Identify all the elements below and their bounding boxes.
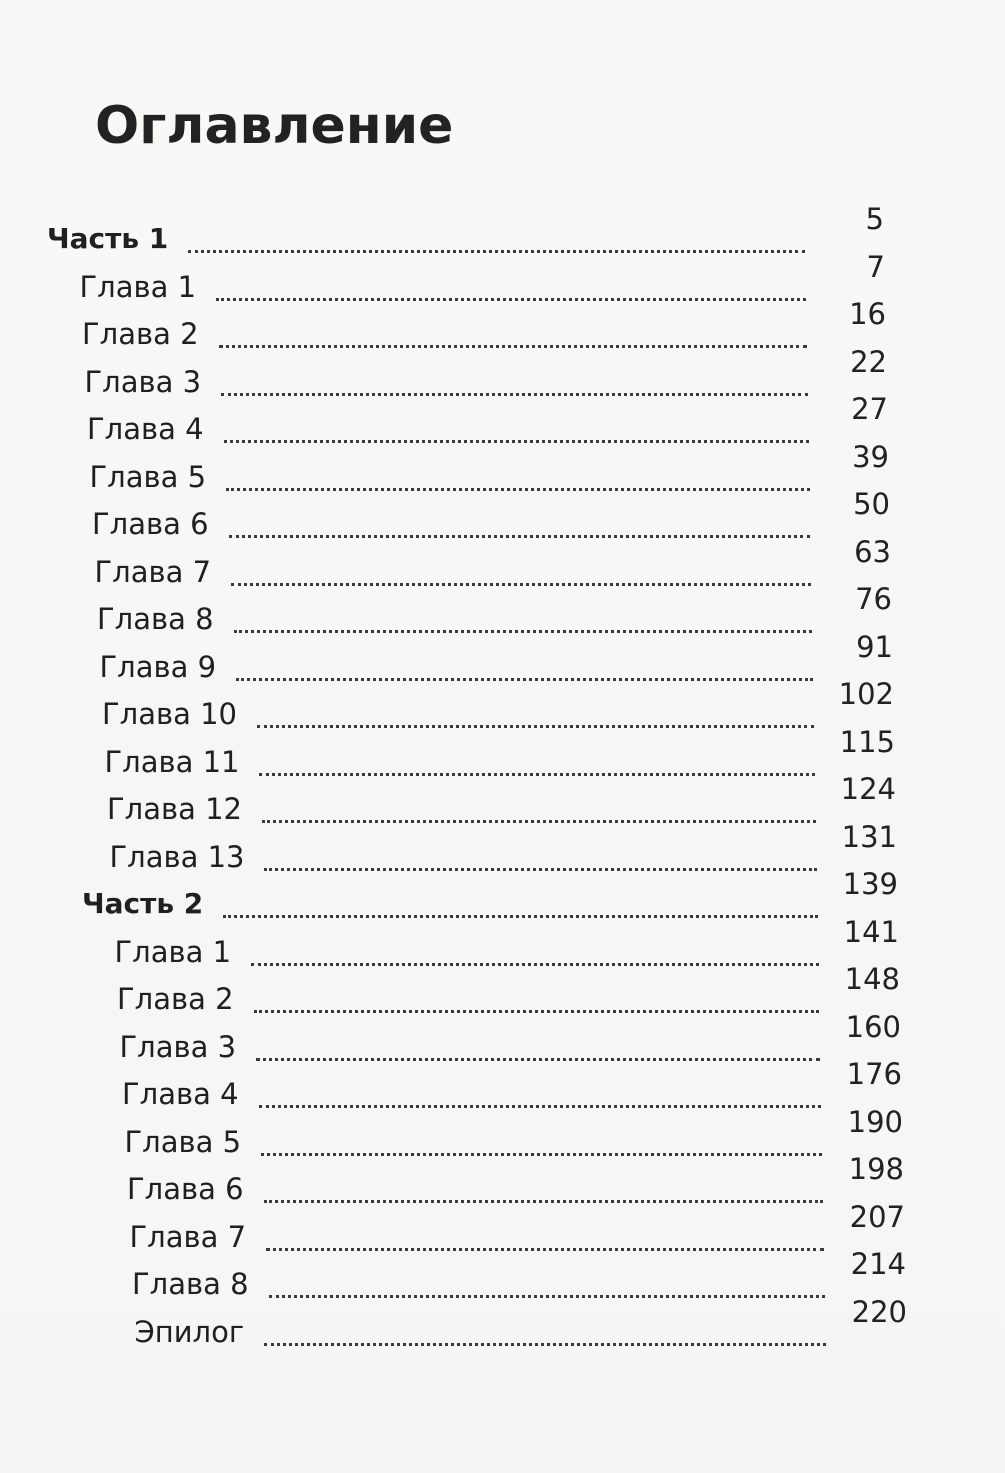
toc-entry-label: Глава 11 — [104, 744, 240, 779]
toc-entry-label: Глава 3 — [119, 1029, 237, 1064]
toc-entry-label: Глава 8 — [132, 1267, 249, 1301]
toc-entry-label: Глава 4 — [122, 1077, 239, 1111]
toc-entry-label: Эпилог — [134, 1314, 245, 1349]
toc-entry-label: Глава 4 — [87, 412, 204, 446]
dot-leader — [262, 820, 816, 823]
toc-chapter-row — [0, 582, 1005, 648]
toc-entry-label: Глава 7 — [94, 554, 212, 589]
toc-entry-label: Глава 6 — [127, 1172, 244, 1206]
dot-leader — [229, 535, 811, 538]
toc-page-number: 5 — [865, 202, 884, 236]
toc-entry-label: Глава 9 — [99, 649, 217, 684]
toc-entry-label: Глава 3 — [84, 364, 202, 399]
toc-page-number: 190 — [847, 1104, 903, 1139]
toc-entry-label: Глава 5 — [124, 1124, 242, 1159]
toc-page-number: 115 — [839, 724, 895, 759]
toc-page-number: 214 — [850, 1247, 906, 1281]
toc-page-number: 63 — [854, 534, 891, 569]
toc-page-number: 124 — [840, 772, 896, 806]
toc-entry-label: Глава 13 — [109, 839, 245, 874]
toc-entry-label: Глава 1 — [114, 934, 232, 969]
dot-leader — [256, 1058, 820, 1061]
dot-leader — [251, 963, 818, 966]
toc-page-number: 91 — [856, 629, 893, 664]
toc-part-row — [0, 202, 1005, 268]
toc-page-number: 22 — [850, 344, 887, 379]
toc-page-number: 160 — [845, 1009, 901, 1044]
dot-leader — [223, 915, 817, 918]
dot-leader — [264, 1200, 823, 1203]
toc-entry-label: Глава 6 — [92, 507, 209, 541]
toc-entry-label: Глава 2 — [117, 982, 234, 1016]
dot-leader — [264, 868, 816, 871]
toc-page-number: 220 — [851, 1294, 907, 1329]
toc-page-number: 198 — [848, 1152, 904, 1186]
dot-leader — [269, 1295, 825, 1298]
toc-page-number: 16 — [849, 297, 886, 331]
dot-leader — [216, 298, 806, 301]
toc-chapter-row — [0, 1294, 1005, 1361]
toc-page-number: 176 — [846, 1057, 902, 1091]
toc-page-number: 148 — [844, 962, 900, 996]
page-title: Оглавление — [95, 96, 454, 156]
toc-entry-label: Часть 1 — [47, 222, 169, 255]
dot-leader — [254, 1010, 820, 1013]
toc-entry-label: Глава 7 — [129, 1219, 247, 1254]
toc-entry-label: Глава 8 — [97, 602, 214, 636]
dot-leader — [257, 725, 814, 728]
toc-page-number: 207 — [849, 1199, 905, 1234]
toc-page-number: 131 — [841, 819, 897, 854]
toc-page-number: 39 — [852, 439, 889, 474]
dot-leader — [264, 1343, 826, 1346]
toc-page-number: 50 — [853, 487, 890, 521]
dot-leader — [219, 345, 807, 348]
toc-page-number: 76 — [855, 582, 892, 616]
toc-page-number: 139 — [842, 867, 898, 901]
toc-entry-label: Глава 12 — [107, 792, 242, 826]
dot-leader — [261, 1153, 822, 1156]
toc-entry-label: Часть 2 — [82, 887, 204, 920]
toc-page-number: 141 — [843, 914, 899, 949]
dot-leader — [266, 1248, 824, 1251]
dot-leader — [234, 630, 813, 633]
dot-leader — [226, 488, 809, 491]
dot-leader — [236, 678, 813, 681]
toc-entry-label: Глава 10 — [102, 697, 237, 731]
toc-page-number: 27 — [851, 392, 888, 426]
dot-leader — [259, 773, 814, 776]
dot-leader — [221, 393, 808, 396]
dot-leader — [224, 440, 809, 443]
toc-entry-label: Глава 2 — [82, 317, 199, 351]
toc-page-number: 7 — [866, 249, 885, 284]
dot-leader — [259, 1105, 822, 1108]
toc-page-number: 102 — [838, 677, 894, 711]
toc-entry-label: Глава 5 — [89, 459, 207, 494]
dot-leader — [188, 250, 805, 253]
dot-leader — [231, 583, 811, 586]
toc-entry-label: Глава 1 — [79, 269, 197, 304]
